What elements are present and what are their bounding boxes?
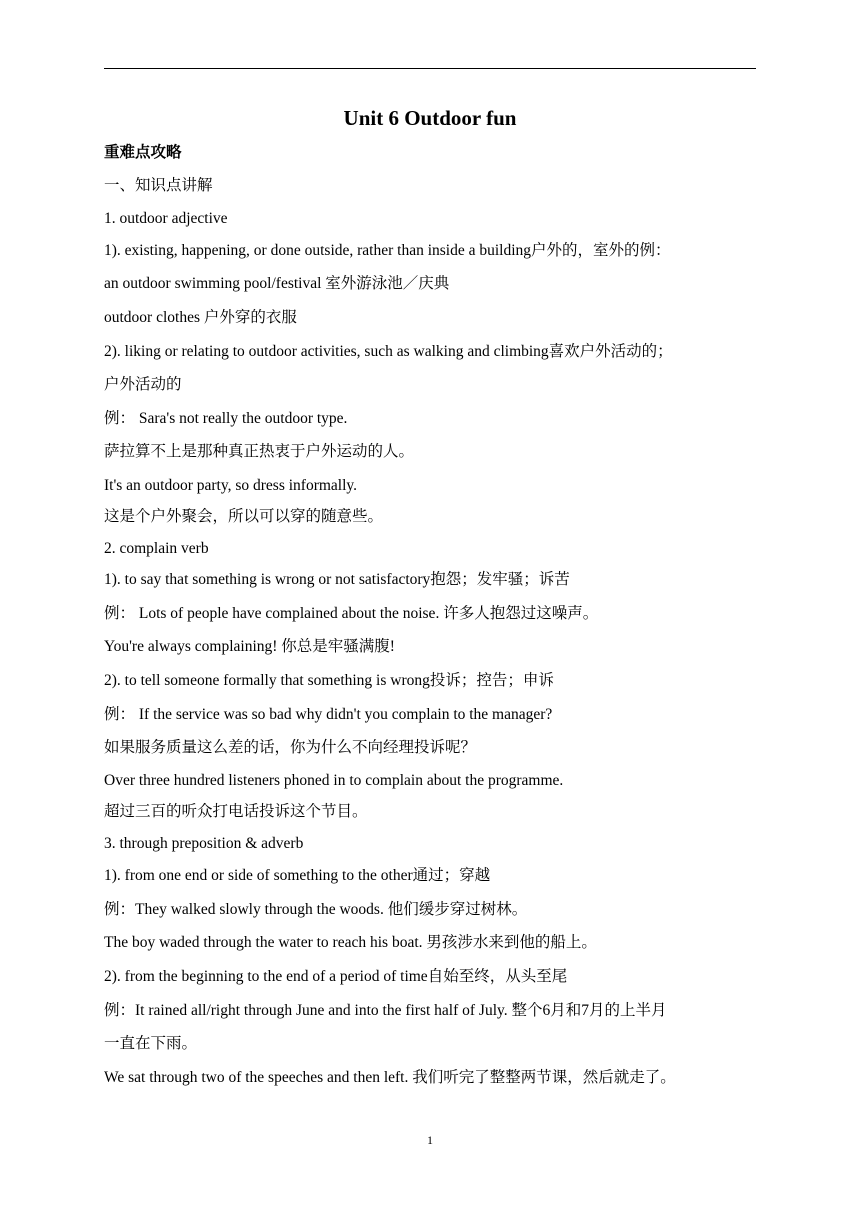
text-line: 2. complain verb [104,540,209,557]
text-line: outdoor clothes 户外穿的衣服 [104,309,297,326]
text-line: 例： Sara's not really the outdoor type. [104,410,348,427]
text-line: 例：It rained all/right through June and into the first half of July. 整个6月和7月的上半月 [104,1002,667,1019]
text-line: an outdoor swimming pool/festival 室外游泳池／庆典 [104,275,450,292]
text-line: 一直在下雨。 [104,1035,198,1052]
text-line: We sat through two of the speeches and then left. 我们听完了整整两节课，然后就走了。 [104,1069,676,1086]
text-line: Over three hundred listeners phoned in to complain about the programme. [104,772,564,789]
text-line: 这是个户外聚会，所以可以穿的随意些。 [104,508,384,525]
text-line: 萨拉算不上是那种真正热衷于户外运动的人。 [104,443,415,460]
text-line: 1). from one end or side of something to the other通过；穿越 [104,867,491,884]
header-rule [104,68,756,69]
text-line: 2). from the beginning to the end of a period of time自始至终，从头至尾 [104,968,568,985]
text-line: 如果服务质量这么差的话，你为什么不向经理投诉呢？ [104,739,477,756]
section-heading: 重难点攻略 [104,144,182,161]
text-line: 2). liking or relating to outdoor activities, such as walking and climbing喜欢户外活动的； [104,343,673,360]
text-line: 例： If the service was so bad why didn't you complain to the manager? [104,706,553,723]
text-line: 1). existing, happening, or done outside, rather than inside a building户外的，室外的例： [104,242,671,259]
text-line: 例： Lots of people have complained about the noise. 许多人抱怨过这噪声。 [104,605,599,622]
text-line: 户外活动的 [104,376,182,393]
document-title: Unit 6 Outdoor fun [343,106,517,130]
text-line: 1. outdoor adjective [104,210,228,227]
text-line: 例：They walked slowly through the woods. 他们缓步穿过树林。 [104,901,528,918]
text-line: It's an outdoor party, so dress informally. [104,477,358,494]
text-line: You're always complaining! 你总是牢骚满腹! [104,638,395,655]
text-line: The boy waded through the water to reach his boat. 男孩涉水来到他的船上。 [104,934,597,951]
text-line: 2). to tell someone formally that something is wrong投诉；控告；申诉 [104,672,554,689]
text-line: 超过三百的听众打电话投诉这个节目。 [104,803,368,820]
page-number: 1 [427,1133,433,1147]
text-line: 3. through preposition & adverb [104,835,304,852]
subsection-heading: 一、知识点讲解 [104,177,213,194]
text-line: 1). to say that something is wrong or not satisfactory抱怨；发牢骚；诉苦 [104,571,570,588]
